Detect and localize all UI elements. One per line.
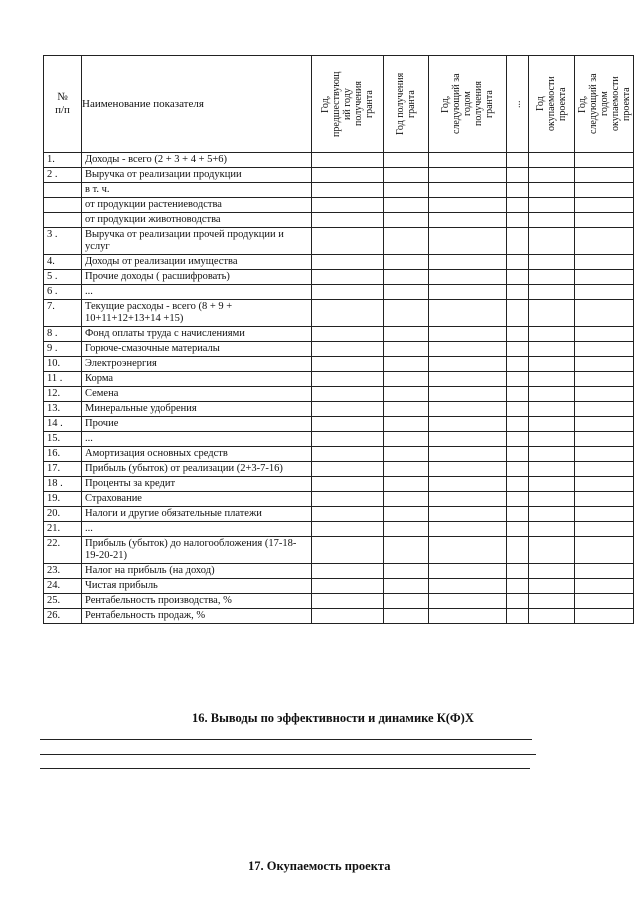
table-row bbox=[44, 417, 634, 432]
value-cell[interactable] bbox=[384, 402, 429, 417]
section-17-title: 17. Окупаемость проекта bbox=[248, 859, 391, 873]
header-num-label: № п/п bbox=[55, 91, 70, 116]
row-indicator-name: от продукции животноводства bbox=[82, 213, 312, 228]
value-cell[interactable] bbox=[312, 477, 384, 492]
value-cell[interactable] bbox=[529, 198, 575, 213]
answer-line bbox=[40, 739, 532, 740]
value-cell[interactable] bbox=[312, 327, 384, 342]
row-number: 22. bbox=[44, 537, 82, 564]
value-cell[interactable] bbox=[384, 594, 429, 609]
row-number: 1. bbox=[44, 153, 82, 168]
value-cell[interactable] bbox=[575, 357, 634, 372]
value-cell[interactable] bbox=[429, 477, 507, 492]
value-cell[interactable] bbox=[429, 372, 507, 387]
value-cell[interactable] bbox=[312, 417, 384, 432]
value-cell[interactable] bbox=[507, 447, 529, 462]
value-cell[interactable] bbox=[507, 507, 529, 522]
table-row bbox=[44, 402, 634, 417]
value-cell[interactable] bbox=[575, 255, 634, 270]
table-row bbox=[44, 270, 634, 285]
value-cell[interactable] bbox=[312, 285, 384, 300]
value-cell[interactable] bbox=[575, 477, 634, 492]
row-number bbox=[44, 213, 82, 228]
value-cell[interactable] bbox=[575, 507, 634, 522]
header-col-label: Год получения гранта bbox=[395, 72, 417, 136]
value-cell[interactable] bbox=[529, 564, 575, 579]
row-number: 23. bbox=[44, 564, 82, 579]
value-cell[interactable] bbox=[384, 609, 429, 624]
value-cell[interactable] bbox=[384, 462, 429, 477]
value-cell[interactable] bbox=[429, 228, 507, 255]
value-cell[interactable] bbox=[575, 153, 634, 168]
value-cell[interactable] bbox=[384, 447, 429, 462]
row-number: 11 . bbox=[44, 372, 82, 387]
value-cell[interactable] bbox=[529, 579, 575, 594]
value-cell[interactable] bbox=[529, 537, 575, 564]
table-header-row bbox=[44, 56, 634, 153]
value-cell[interactable] bbox=[575, 462, 634, 477]
value-cell[interactable] bbox=[384, 327, 429, 342]
value-cell[interactable] bbox=[529, 183, 575, 198]
row-indicator-name: Семена bbox=[82, 387, 312, 402]
value-cell[interactable] bbox=[312, 342, 384, 357]
value-cell[interactable] bbox=[529, 300, 575, 327]
value-cell[interactable] bbox=[507, 522, 529, 537]
value-cell[interactable] bbox=[384, 522, 429, 537]
row-indicator-name: Корма bbox=[82, 372, 312, 387]
value-cell[interactable] bbox=[312, 387, 384, 402]
value-cell[interactable] bbox=[507, 300, 529, 327]
row-indicator-name: Прибыль (убыток) до налогообложения (17-18-19-20-21) bbox=[82, 537, 312, 564]
value-cell[interactable] bbox=[384, 579, 429, 594]
table-row bbox=[44, 387, 634, 402]
header-col-grant-year bbox=[384, 56, 429, 153]
value-cell[interactable] bbox=[429, 564, 507, 579]
table-row bbox=[44, 327, 634, 342]
row-number: 5 . bbox=[44, 270, 82, 285]
value-cell[interactable] bbox=[312, 447, 384, 462]
value-cell[interactable] bbox=[429, 168, 507, 183]
value-cell[interactable] bbox=[575, 432, 634, 447]
value-cell[interactable] bbox=[429, 357, 507, 372]
row-number: 7. bbox=[44, 300, 82, 327]
value-cell[interactable] bbox=[312, 168, 384, 183]
value-cell[interactable] bbox=[384, 270, 429, 285]
value-cell[interactable] bbox=[384, 507, 429, 522]
row-indicator-name: Амортизация основных средств bbox=[82, 447, 312, 462]
row-number: 9 . bbox=[44, 342, 82, 357]
row-number: 16. bbox=[44, 447, 82, 462]
table-row bbox=[44, 564, 634, 579]
value-cell[interactable] bbox=[312, 183, 384, 198]
row-indicator-name: Минеральные удобрения bbox=[82, 402, 312, 417]
value-cell[interactable] bbox=[507, 183, 529, 198]
value-cell[interactable] bbox=[384, 564, 429, 579]
row-number: 17. bbox=[44, 462, 82, 477]
value-cell[interactable] bbox=[529, 417, 575, 432]
row-number: 24. bbox=[44, 579, 82, 594]
value-cell[interactable] bbox=[507, 357, 529, 372]
value-cell[interactable] bbox=[312, 462, 384, 477]
value-cell[interactable] bbox=[384, 342, 429, 357]
value-cell[interactable] bbox=[384, 537, 429, 564]
value-cell[interactable] bbox=[507, 255, 529, 270]
row-number: 4. bbox=[44, 255, 82, 270]
value-cell[interactable] bbox=[529, 447, 575, 462]
header-col-ellipsis bbox=[507, 56, 529, 153]
row-indicator-name: Прибыль (убыток) от реализации (2+3-7-16) bbox=[82, 462, 312, 477]
value-cell[interactable] bbox=[384, 213, 429, 228]
value-cell[interactable] bbox=[575, 285, 634, 300]
value-cell[interactable] bbox=[429, 342, 507, 357]
row-indicator-name: Налог на прибыль (на доход) bbox=[82, 564, 312, 579]
value-cell[interactable] bbox=[429, 270, 507, 285]
value-cell[interactable] bbox=[429, 327, 507, 342]
value-cell[interactable] bbox=[529, 507, 575, 522]
value-cell[interactable] bbox=[575, 447, 634, 462]
value-cell[interactable] bbox=[312, 153, 384, 168]
row-number: 14 . bbox=[44, 417, 82, 432]
row-number: 18 . bbox=[44, 477, 82, 492]
value-cell[interactable] bbox=[312, 198, 384, 213]
value-cell[interactable] bbox=[575, 168, 634, 183]
row-indicator-name: Проценты за кредит bbox=[82, 477, 312, 492]
row-indicator-name: ... bbox=[82, 522, 312, 537]
value-cell[interactable] bbox=[507, 417, 529, 432]
value-cell[interactable] bbox=[507, 477, 529, 492]
value-cell[interactable] bbox=[429, 198, 507, 213]
value-cell[interactable] bbox=[429, 594, 507, 609]
value-cell[interactable] bbox=[529, 327, 575, 342]
answer-line bbox=[40, 768, 530, 769]
value-cell[interactable] bbox=[384, 432, 429, 447]
value-cell[interactable] bbox=[575, 402, 634, 417]
value-cell[interactable] bbox=[312, 492, 384, 507]
row-number: 19. bbox=[44, 492, 82, 507]
value-cell[interactable] bbox=[312, 255, 384, 270]
value-cell[interactable] bbox=[384, 285, 429, 300]
row-indicator-name: Текущие расходы - всего (8 + 9 + 10+11+12+13+14 +15) bbox=[82, 300, 312, 327]
value-cell[interactable] bbox=[507, 402, 529, 417]
value-cell[interactable] bbox=[507, 432, 529, 447]
value-cell[interactable] bbox=[429, 285, 507, 300]
value-cell[interactable] bbox=[529, 522, 575, 537]
value-cell[interactable] bbox=[507, 285, 529, 300]
table-row bbox=[44, 198, 634, 213]
value-cell[interactable] bbox=[384, 198, 429, 213]
value-cell[interactable] bbox=[575, 417, 634, 432]
value-cell[interactable] bbox=[507, 609, 529, 624]
value-cell[interactable] bbox=[312, 372, 384, 387]
row-indicator-name: Рентабельность производства, % bbox=[82, 594, 312, 609]
value-cell[interactable] bbox=[312, 579, 384, 594]
value-cell[interactable] bbox=[429, 432, 507, 447]
value-cell[interactable] bbox=[507, 213, 529, 228]
value-cell[interactable] bbox=[529, 228, 575, 255]
value-cell[interactable] bbox=[575, 372, 634, 387]
header-col-label: Год, предшествующ ий году получения гранта bbox=[320, 71, 375, 137]
value-cell[interactable] bbox=[575, 228, 634, 255]
value-cell[interactable] bbox=[529, 270, 575, 285]
row-number: 2 . bbox=[44, 168, 82, 183]
value-cell[interactable] bbox=[575, 327, 634, 342]
value-cell[interactable] bbox=[575, 270, 634, 285]
value-cell[interactable] bbox=[507, 327, 529, 342]
value-cell[interactable] bbox=[312, 270, 384, 285]
row-indicator-name: Налоги и другие обязательные платежи bbox=[82, 507, 312, 522]
header-col-next-year bbox=[429, 56, 507, 153]
row-indicator-name: Доходы - всего (2 + 3 + 4 + 5+6) bbox=[82, 153, 312, 168]
value-cell[interactable] bbox=[429, 183, 507, 198]
value-cell[interactable] bbox=[429, 417, 507, 432]
value-cell[interactable] bbox=[529, 357, 575, 372]
value-cell[interactable] bbox=[312, 564, 384, 579]
value-cell[interactable] bbox=[575, 492, 634, 507]
row-number: 12. bbox=[44, 387, 82, 402]
answer-line bbox=[40, 754, 536, 755]
value-cell[interactable] bbox=[529, 387, 575, 402]
value-cell[interactable] bbox=[507, 153, 529, 168]
indicators-table bbox=[43, 55, 634, 624]
row-indicator-name: Страхование bbox=[82, 492, 312, 507]
value-cell[interactable] bbox=[529, 213, 575, 228]
value-cell[interactable] bbox=[507, 372, 529, 387]
value-cell[interactable] bbox=[575, 387, 634, 402]
value-cell[interactable] bbox=[529, 594, 575, 609]
value-cell[interactable] bbox=[507, 579, 529, 594]
value-cell[interactable] bbox=[575, 213, 634, 228]
table-row bbox=[44, 300, 634, 327]
value-cell[interactable] bbox=[507, 270, 529, 285]
value-cell[interactable] bbox=[529, 168, 575, 183]
value-cell[interactable] bbox=[429, 387, 507, 402]
table-row bbox=[44, 357, 634, 372]
row-indicator-name: Прочие bbox=[82, 417, 312, 432]
table-row bbox=[44, 432, 634, 447]
value-cell[interactable] bbox=[384, 228, 429, 255]
value-cell[interactable] bbox=[575, 342, 634, 357]
row-indicator-name: Выручка от реализации продукции bbox=[82, 168, 312, 183]
row-number: 26. bbox=[44, 609, 82, 624]
table-body bbox=[44, 153, 634, 624]
value-cell[interactable] bbox=[575, 579, 634, 594]
row-number: 21. bbox=[44, 522, 82, 537]
table-row bbox=[44, 255, 634, 270]
value-cell[interactable] bbox=[429, 507, 507, 522]
row-number: 20. bbox=[44, 507, 82, 522]
row-indicator-name: Горюче-смазочные материалы bbox=[82, 342, 312, 357]
header-name bbox=[82, 56, 312, 153]
row-indicator-name: Выручка от реализации прочей продукции и услуг bbox=[82, 228, 312, 255]
value-cell[interactable] bbox=[507, 168, 529, 183]
header-col-after-payback bbox=[575, 56, 634, 153]
value-cell[interactable] bbox=[312, 213, 384, 228]
row-number: 13. bbox=[44, 402, 82, 417]
value-cell[interactable] bbox=[575, 183, 634, 198]
row-indicator-name: ... bbox=[82, 432, 312, 447]
table-row bbox=[44, 609, 634, 624]
table-row bbox=[44, 183, 634, 198]
header-col-label: Год окупаемости проекта bbox=[535, 76, 568, 132]
table-row bbox=[44, 522, 634, 537]
row-indicator-name: в т. ч. bbox=[82, 183, 312, 198]
table-row bbox=[44, 285, 634, 300]
value-cell[interactable] bbox=[384, 153, 429, 168]
value-cell[interactable] bbox=[384, 255, 429, 270]
table-row bbox=[44, 507, 634, 522]
value-cell[interactable] bbox=[312, 432, 384, 447]
value-cell[interactable] bbox=[384, 477, 429, 492]
value-cell[interactable] bbox=[575, 522, 634, 537]
value-cell[interactable] bbox=[575, 300, 634, 327]
value-cell[interactable] bbox=[507, 462, 529, 477]
value-cell[interactable] bbox=[529, 342, 575, 357]
value-cell[interactable] bbox=[507, 594, 529, 609]
row-number: 3 . bbox=[44, 228, 82, 255]
value-cell[interactable] bbox=[507, 342, 529, 357]
table-row bbox=[44, 228, 634, 255]
value-cell[interactable] bbox=[529, 402, 575, 417]
value-cell[interactable] bbox=[429, 609, 507, 624]
value-cell[interactable] bbox=[384, 168, 429, 183]
value-cell[interactable] bbox=[429, 579, 507, 594]
value-cell[interactable] bbox=[312, 228, 384, 255]
value-cell[interactable] bbox=[507, 492, 529, 507]
value-cell[interactable] bbox=[312, 357, 384, 372]
value-cell[interactable] bbox=[429, 537, 507, 564]
value-cell[interactable] bbox=[529, 477, 575, 492]
table-row bbox=[44, 492, 634, 507]
value-cell[interactable] bbox=[429, 462, 507, 477]
value-cell[interactable] bbox=[312, 522, 384, 537]
value-cell[interactable] bbox=[384, 372, 429, 387]
value-cell[interactable] bbox=[429, 300, 507, 327]
row-number: 8 . bbox=[44, 327, 82, 342]
header-name-label: Наименование показателя bbox=[82, 97, 204, 110]
value-cell[interactable] bbox=[312, 537, 384, 564]
value-cell[interactable] bbox=[312, 300, 384, 327]
section-16-title: 16. Выводы по эффективности и динамике К(Ф)Х bbox=[192, 711, 474, 725]
table-row bbox=[44, 594, 634, 609]
table-row bbox=[44, 213, 634, 228]
value-cell[interactable] bbox=[575, 537, 634, 564]
row-indicator-name: ... bbox=[82, 285, 312, 300]
value-cell[interactable] bbox=[575, 198, 634, 213]
header-col-prev-year bbox=[312, 56, 384, 153]
value-cell[interactable] bbox=[312, 507, 384, 522]
value-cell[interactable] bbox=[429, 153, 507, 168]
value-cell[interactable] bbox=[312, 402, 384, 417]
value-cell[interactable] bbox=[384, 183, 429, 198]
row-number: 25. bbox=[44, 594, 82, 609]
table-row bbox=[44, 477, 634, 492]
value-cell[interactable] bbox=[507, 198, 529, 213]
row-indicator-name: Фонд оплаты труда с начислениями bbox=[82, 327, 312, 342]
value-cell[interactable] bbox=[429, 447, 507, 462]
row-indicator-name: Прочие доходы ( расшифровать) bbox=[82, 270, 312, 285]
header-col-label: ... bbox=[512, 100, 523, 108]
value-cell[interactable] bbox=[507, 537, 529, 564]
value-cell[interactable] bbox=[575, 594, 634, 609]
row-number bbox=[44, 198, 82, 213]
value-cell[interactable] bbox=[384, 357, 429, 372]
value-cell[interactable] bbox=[529, 285, 575, 300]
table-row bbox=[44, 153, 634, 168]
row-indicator-name: от продукции растениеводства bbox=[82, 198, 312, 213]
value-cell[interactable] bbox=[312, 594, 384, 609]
header-col-label: Год, следующий за годом получения гранта bbox=[440, 73, 495, 135]
table-row bbox=[44, 462, 634, 477]
row-number bbox=[44, 183, 82, 198]
value-cell[interactable] bbox=[312, 609, 384, 624]
row-indicator-name: Доходы от реализации имущества bbox=[82, 255, 312, 270]
table-row bbox=[44, 168, 634, 183]
value-cell[interactable] bbox=[529, 609, 575, 624]
value-cell[interactable] bbox=[575, 609, 634, 624]
value-cell[interactable] bbox=[529, 372, 575, 387]
table-row bbox=[44, 579, 634, 594]
value-cell[interactable] bbox=[529, 462, 575, 477]
value-cell[interactable] bbox=[384, 417, 429, 432]
value-cell[interactable] bbox=[429, 402, 507, 417]
header-col-label: Год, следующий за годом окупаемости проекта bbox=[576, 73, 632, 135]
value-cell[interactable] bbox=[507, 228, 529, 255]
value-cell[interactable] bbox=[529, 492, 575, 507]
value-cell[interactable] bbox=[529, 153, 575, 168]
header-num bbox=[44, 56, 82, 153]
value-cell[interactable] bbox=[575, 564, 634, 579]
row-number: 6 . bbox=[44, 285, 82, 300]
value-cell[interactable] bbox=[429, 213, 507, 228]
value-cell[interactable] bbox=[429, 522, 507, 537]
table-row bbox=[44, 537, 634, 564]
table-row bbox=[44, 372, 634, 387]
table-row bbox=[44, 447, 634, 462]
value-cell[interactable] bbox=[384, 300, 429, 327]
row-indicator-name: Электроэнергия bbox=[82, 357, 312, 372]
row-number: 10. bbox=[44, 357, 82, 372]
value-cell[interactable] bbox=[429, 255, 507, 270]
header-col-payback-year bbox=[529, 56, 575, 153]
value-cell[interactable] bbox=[507, 387, 529, 402]
row-indicator-name: Рентабельность продаж, % bbox=[82, 609, 312, 624]
table-row bbox=[44, 342, 634, 357]
value-cell[interactable] bbox=[529, 432, 575, 447]
value-cell[interactable] bbox=[507, 564, 529, 579]
value-cell[interactable] bbox=[429, 492, 507, 507]
row-indicator-name: Чистая прибыль bbox=[82, 579, 312, 594]
value-cell[interactable] bbox=[529, 255, 575, 270]
value-cell[interactable] bbox=[384, 387, 429, 402]
row-number: 15. bbox=[44, 432, 82, 447]
value-cell[interactable] bbox=[384, 492, 429, 507]
